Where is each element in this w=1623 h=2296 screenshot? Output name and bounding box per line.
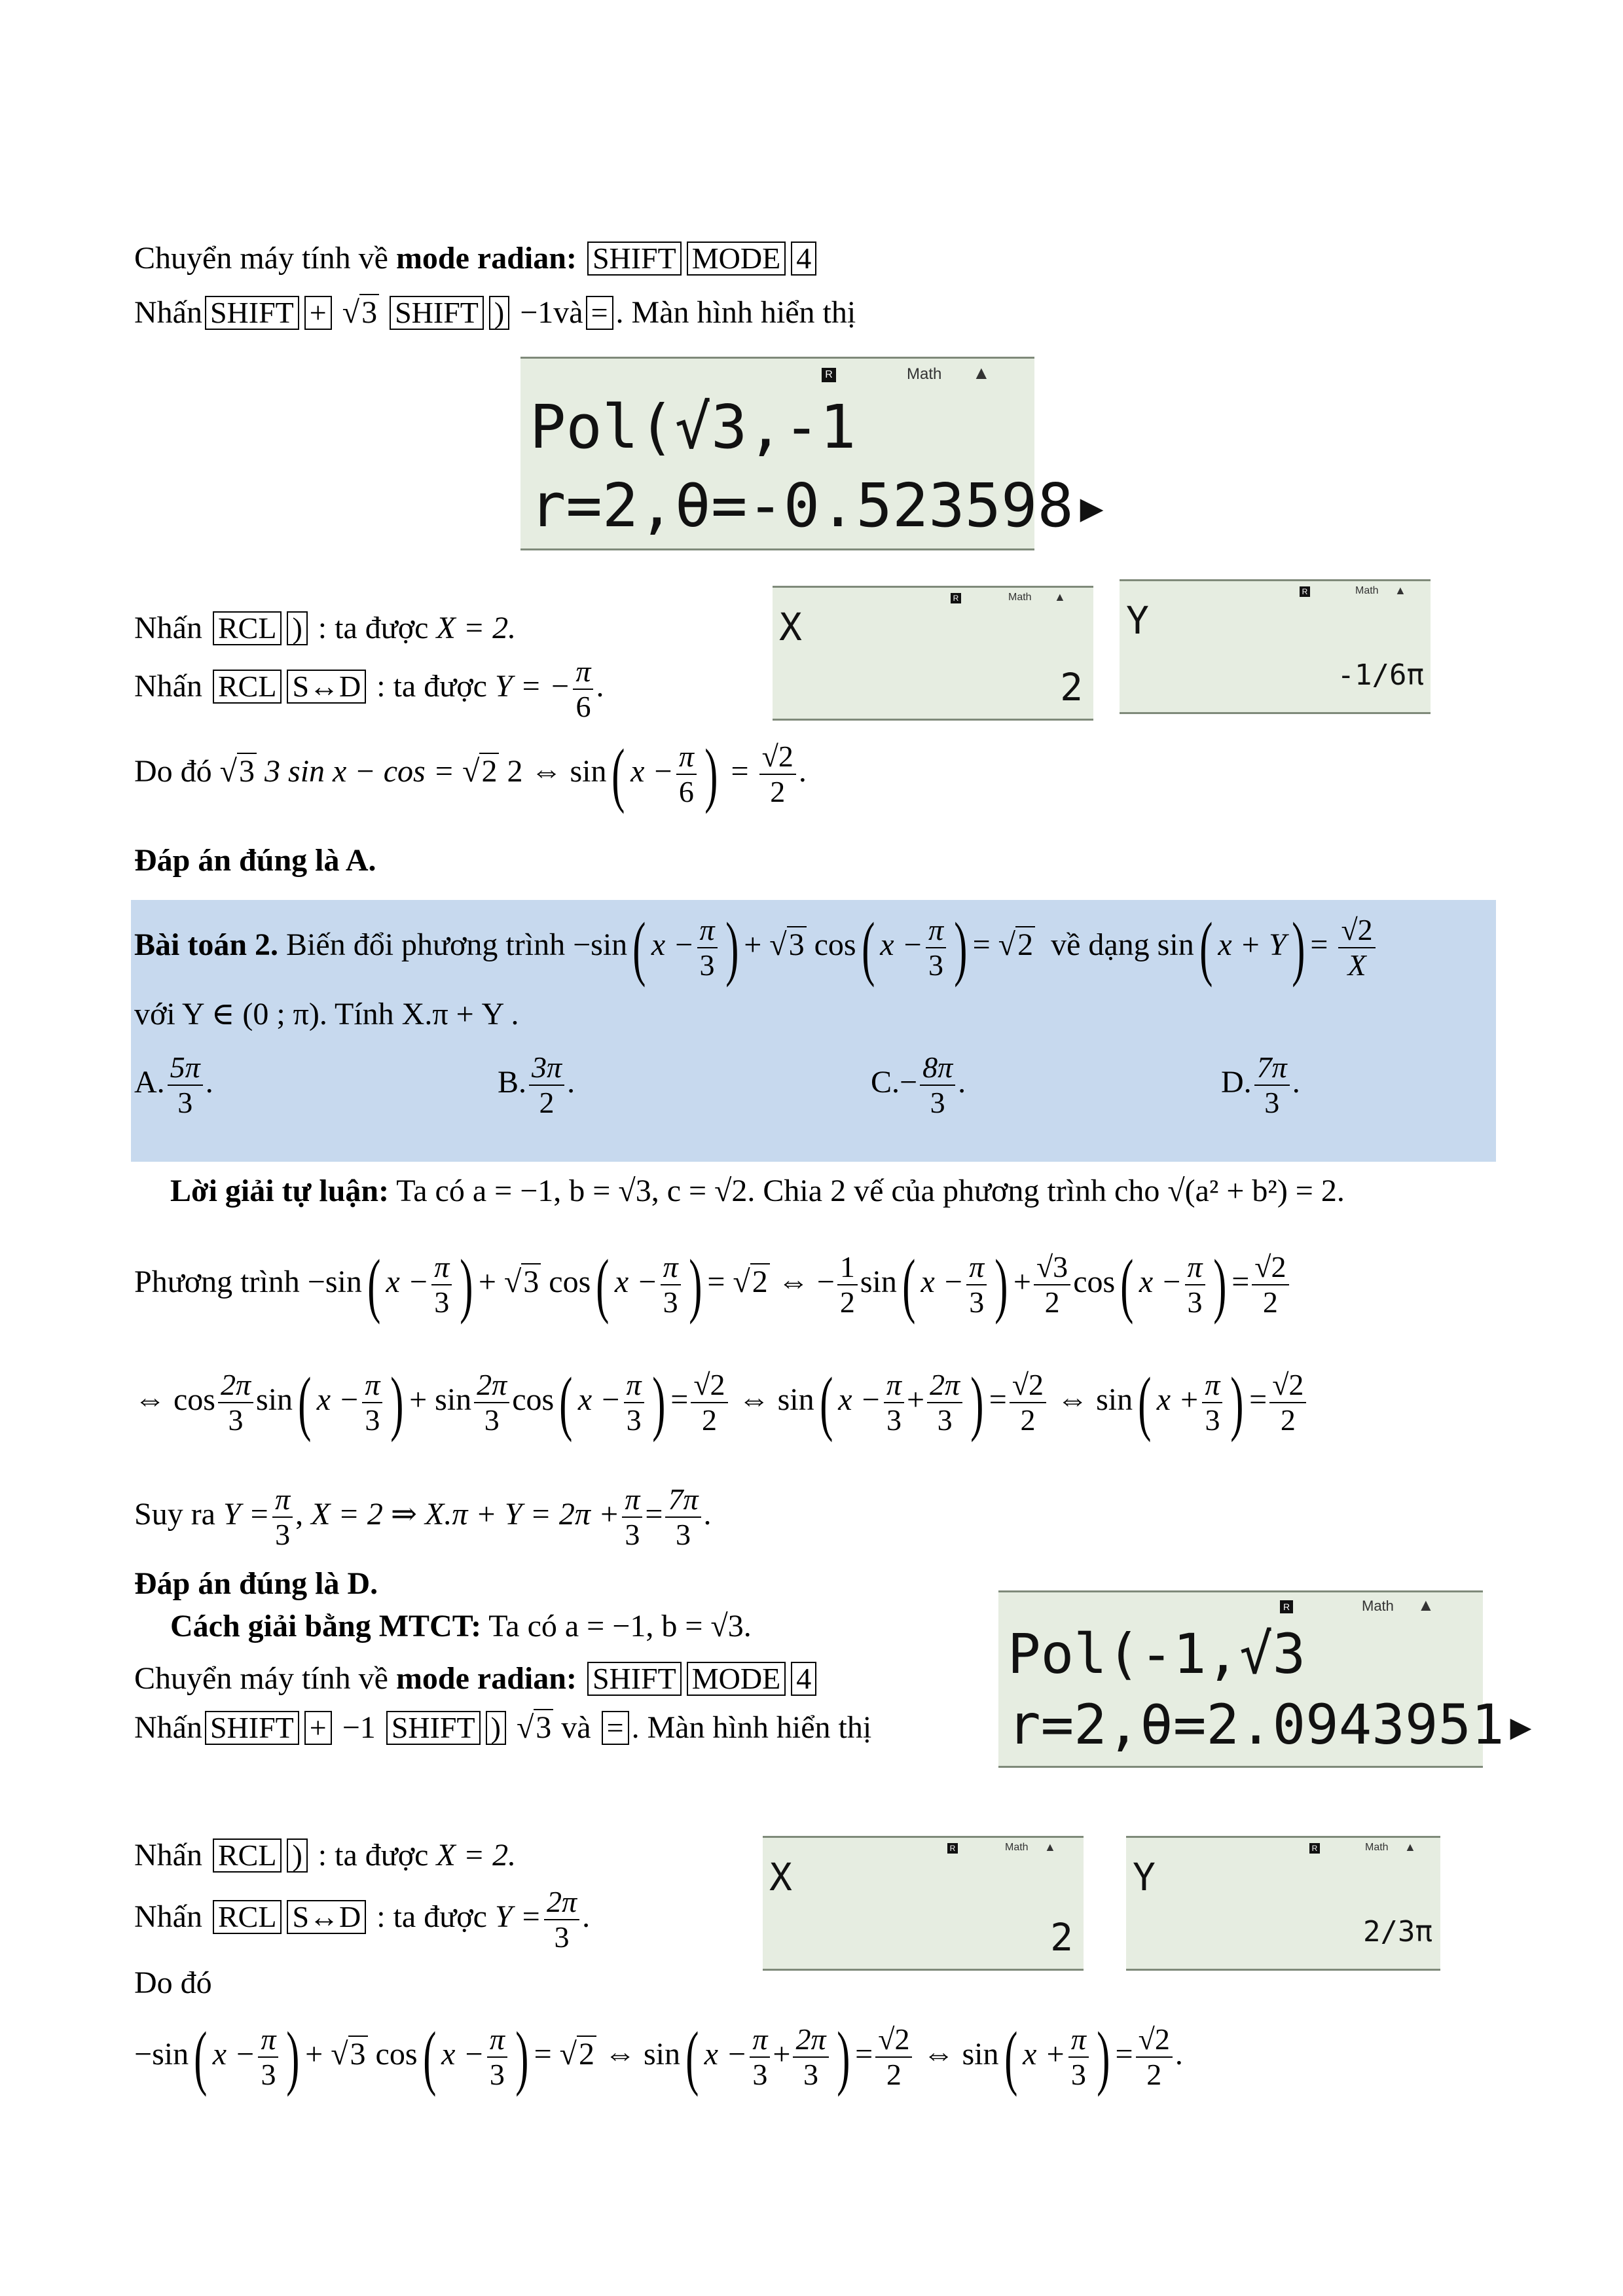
press-label: Nhấn <box>134 1899 202 1935</box>
numerator: π <box>573 655 593 690</box>
and-text: và <box>561 1710 591 1745</box>
rcl-x-line <box>134 609 516 648</box>
option-d: D. $\frac{7\pi}{3}$ . <box>1221 1050 1300 1119</box>
sqrt-3: 3 <box>237 752 257 791</box>
suy-ra-label: Suy ra <box>134 1497 215 1532</box>
calc-result-line: r=2,θ=-0.523598▸ <box>530 471 1110 541</box>
suy-ra-expr: X = 2 ⇒ X.π + Y = 2π + <box>311 1497 620 1532</box>
problem-condition: với Y ∈ (0 ; π). Tính X.π + Y . <box>134 997 519 1031</box>
calculator-screen-2 <box>998 1590 1538 1768</box>
problem-text: Biến đổi phương trình −sin <box>286 927 628 963</box>
up-arrow-icon: ▲ <box>1417 1595 1434 1615</box>
mtct-title-line <box>170 1607 752 1646</box>
calc-variable-label: Y <box>1133 1855 1156 1899</box>
y-value: Y = − <box>494 669 571 704</box>
numerator: 8π <box>920 1050 955 1086</box>
press-label: Nhấn <box>134 1838 202 1873</box>
calculator-screen-x1 <box>773 586 1093 721</box>
math-mode-label: Math <box>907 365 942 383</box>
numerator: π <box>676 740 697 775</box>
key-plus: + <box>304 296 332 330</box>
key-4: 4 <box>791 242 816 276</box>
key-shift: SHIFT <box>205 1711 299 1745</box>
instruction-text: Chuyển máy tính về <box>134 241 396 276</box>
key-4: 4 <box>791 1662 816 1696</box>
result-text: : ta được <box>376 1899 495 1935</box>
period: . <box>582 1899 591 1935</box>
up-arrow-icon: ▲ <box>1044 1840 1056 1854</box>
instruction-text: Chuyển máy tính về <box>134 1661 396 1696</box>
option-label: A. <box>134 1065 165 1100</box>
fraction <box>676 740 697 809</box>
rcl-y-line-2 <box>134 1885 590 1954</box>
display-text: . Màn hình hiển thị <box>615 295 856 330</box>
fraction <box>573 655 593 724</box>
mtct-press-line: Nhấn SHIFT + −1 SHIFT ) √3 và = . Màn hình hiển thị <box>134 1710 872 1745</box>
key-rcl: RCL <box>213 1839 282 1873</box>
display-text: . Màn hình hiển thị <box>631 1710 872 1745</box>
calc-variable-label: X <box>769 1855 792 1899</box>
mode-radian-label: mode radian: <box>395 1661 577 1696</box>
calculator-screen-y1 <box>1120 579 1431 714</box>
key-shift: SHIFT <box>386 1711 481 1745</box>
equation-line-1: Phương trình −sin( x − $\frac{\pi}{3}$ ) + √3 cos( x − $\frac{\pi}{3}$ ) = √2 ⇔ − $\frac{1}{2}$ sin( x − $\frac{\pi}{3}$ ) + $\frac{√3}{2}$ cos( x − $\frac{\pi}{3}$ ) = $\frac{√2}{2}$ <box>134 1250 1292 1319</box>
key-plus: + <box>304 1711 332 1745</box>
mode-radian-line <box>134 239 819 278</box>
conclusion-line-1: Do đó √3 3 sin x − cos = √2 2 ⇔ sin( x − $\frac{\pi}{6}$ ) = $\frac{√2}{2}$ . <box>134 734 807 814</box>
radian-indicator: R <box>822 368 836 382</box>
press-label: Nhấn <box>134 1710 202 1745</box>
denominator: 6 <box>678 775 694 808</box>
press-label: Nhấn <box>134 295 202 330</box>
key-rcl: RCL <box>213 611 282 645</box>
answer-a: Đáp án đúng là A. <box>134 843 376 878</box>
calc-variable-label: Y <box>1126 598 1149 643</box>
denominator: 3 <box>177 1086 193 1119</box>
result-text: : ta được <box>318 1838 437 1873</box>
problem-text-2: về dạng sin <box>1051 927 1194 963</box>
sqrt-3 <box>359 293 379 332</box>
denominator: 3 <box>930 1086 945 1119</box>
pt-label: Phương trình <box>134 1265 300 1300</box>
problem-statement: Bài toán 2. Biến đổi phương trình −sin( x − $\frac{\pi}{3}$ ) + √3 cos( x − $\frac{\pi}{3}$ ) = √2 về dạng sin( x + Y) = $\frac{√2}{X}$ <box>134 913 1378 982</box>
math-mode-label: Math <box>1355 585 1379 596</box>
rcl-x-line-2 <box>134 1836 516 1875</box>
equiv-expr: 2 ⇔ sin <box>507 754 607 789</box>
calc-value: 2 <box>1050 1915 1073 1960</box>
do-do-label: Do đó <box>134 1965 212 2000</box>
period: . <box>798 754 807 789</box>
x-value: X = 2. <box>436 1838 517 1873</box>
fraction <box>759 740 796 809</box>
up-arrow-icon: ▲ <box>1054 590 1066 603</box>
press-label: Nhấn <box>134 611 202 645</box>
up-arrow-icon: ▲ <box>972 363 991 383</box>
result-text: : ta được <box>376 669 495 704</box>
option-b: B. $\frac{3\pi}{2}$ . <box>498 1050 575 1119</box>
do-do-label: Do đó <box>134 754 220 789</box>
math-mode-label: Math <box>1365 1842 1389 1853</box>
calc-input-line: Pol(-1,√3 <box>1008 1622 1306 1686</box>
key-mode: MODE <box>687 1662 786 1696</box>
value-text: −1và <box>520 295 583 330</box>
equals: = <box>731 754 749 789</box>
calc-variable-label: X <box>779 605 802 649</box>
key-rcl: RCL <box>213 670 282 704</box>
radian-indicator: R <box>1280 1600 1293 1613</box>
denominator: 3 <box>1264 1086 1280 1119</box>
radian-indicator: R <box>1309 1843 1320 1854</box>
lhs-expr: 3 sin x − cos = <box>264 754 463 789</box>
numerator: 7π <box>1254 1050 1290 1086</box>
key-mode: MODE <box>687 242 786 276</box>
key-rcl: RCL <box>213 1900 282 1934</box>
math-mode-label: Math <box>1005 1842 1029 1853</box>
key-equals: = <box>586 296 613 330</box>
denominator: 3 <box>554 1920 570 1954</box>
fraction <box>544 1885 579 1954</box>
numerator: 5π <box>168 1050 203 1086</box>
key-sd: S↔D <box>287 1900 366 1934</box>
key-shift: SHIFT <box>587 1662 682 1696</box>
y-value: Y = <box>494 1899 542 1935</box>
mtct-mode-line <box>134 1659 819 1698</box>
period: . <box>596 669 604 704</box>
numerator: 2π <box>544 1885 579 1920</box>
numerator: √2 <box>759 740 796 775</box>
solution-title: Lời giải tự luận: <box>170 1174 390 1208</box>
denominator: 2 <box>770 775 786 808</box>
solution-line <box>170 1172 1345 1211</box>
radian-indicator: R <box>1300 586 1310 597</box>
option-label: B. <box>498 1065 527 1100</box>
mode-radian-label: mode radian: <box>395 241 577 276</box>
mtct-text: Ta có a = −1, b = √3. <box>488 1609 752 1643</box>
key-shift: SHIFT <box>205 296 299 330</box>
math-mode-label: Math <box>1008 592 1032 603</box>
calc-input-line: Pol(√3,-1 <box>530 392 856 462</box>
up-arrow-icon: ▲ <box>1395 584 1406 597</box>
calc-value: 2/3π <box>1363 1915 1432 1948</box>
x-value: X = 2. <box>436 611 517 645</box>
key-sd: S↔D <box>287 670 366 704</box>
calculator-screen-x2 <box>763 1836 1084 1971</box>
math-mode-label: Math <box>1362 1598 1394 1614</box>
option-a: A. $\frac{5\pi}{3}$ . <box>134 1050 213 1119</box>
key-close-paren: ) <box>486 1711 506 1745</box>
final-equation: −sin( x − $\frac{\pi}{3}$ ) + √3 cos( x − $\frac{\pi}{3}$ ) = √2 ⇔ sin( x − $\frac{\pi}{3}$ + $\frac{2\pi}{3}$ ) = $\frac{√2}{2}$ ⇔ sin( x + $\frac{\pi}{3}$ ) = $\frac{√2}{2}$ . <box>134 2017 1183 2097</box>
key-close-paren: ) <box>489 296 509 330</box>
mtct-title: Cách giải bằng MTCT: <box>170 1609 482 1643</box>
denominator: 2 <box>539 1086 555 1119</box>
numerator: 3π <box>529 1050 564 1086</box>
calc-value: 2 <box>1060 665 1083 709</box>
calculator-screen-y2 <box>1126 1836 1440 1971</box>
option-label: D. <box>1221 1065 1252 1100</box>
calc-result-line: r=2,θ=2.0943951▸ <box>1008 1693 1538 1757</box>
sqrt-2: 2 <box>479 752 499 791</box>
radicand: 3 <box>534 1709 553 1745</box>
radicand: 3 <box>359 294 379 330</box>
up-arrow-icon: ▲ <box>1404 1840 1416 1854</box>
rcl-y-line <box>134 655 604 724</box>
option-c: C.− $\frac{8\pi}{3}$ . <box>871 1050 966 1119</box>
value-text: −1 <box>342 1710 376 1745</box>
suy-ra-line: Suy ra Y = $\frac{\pi}{3}$ , X = 2 ⇒ X.π + Y = 2π + $\frac{\pi}{3}$ = $\frac{7\pi}{3}$ . <box>134 1482 712 1551</box>
key-shift: SHIFT <box>587 242 682 276</box>
key-close-paren: ) <box>287 611 307 645</box>
radian-indicator: R <box>947 1843 958 1854</box>
option-label: C.− <box>871 1065 918 1100</box>
radian-indicator: R <box>951 593 961 603</box>
calc-value: -1/6π <box>1337 658 1424 692</box>
answer-d: Đáp án đúng là D. <box>134 1566 378 1601</box>
inner-expr: x − <box>630 754 674 789</box>
problem-title: Bài toán 2. <box>134 927 279 963</box>
key-shift: SHIFT <box>390 296 484 330</box>
equation-line-2: ⇔ cos $\frac{2\pi}{3}$ sin( x − $\frac{\pi}{3}$ ) + sin $\frac{2\pi}{3}$ cos( x − $\frac{\pi}{3}$ ) = $\frac{√2}{2}$ ⇔ sin( x − $\frac{\pi}{3}$ + $\frac{2\pi}{3}$ ) = $\frac{√2}{2}$ ⇔ sin( x + $\frac{\pi}{3}$ ) = $\frac{√2}{2}$ <box>134 1368 1309 1437</box>
calculator-screen-1 <box>520 357 1110 550</box>
result-text: : ta được <box>318 611 437 645</box>
press-label: Nhấn <box>134 669 202 704</box>
key-close-paren: ) <box>287 1839 307 1873</box>
solution-text: Ta có a = −1, b = √3, c = √2. Chia 2 vế của phương trình cho √(a² + b²) = 2. <box>396 1174 1345 1208</box>
denominator: 6 <box>575 690 591 723</box>
key-equals: = <box>602 1711 629 1745</box>
press-keys-line: Nhấn SHIFT + √3 SHIFT ) −1và = . Màn hình hiển thị <box>134 293 856 332</box>
